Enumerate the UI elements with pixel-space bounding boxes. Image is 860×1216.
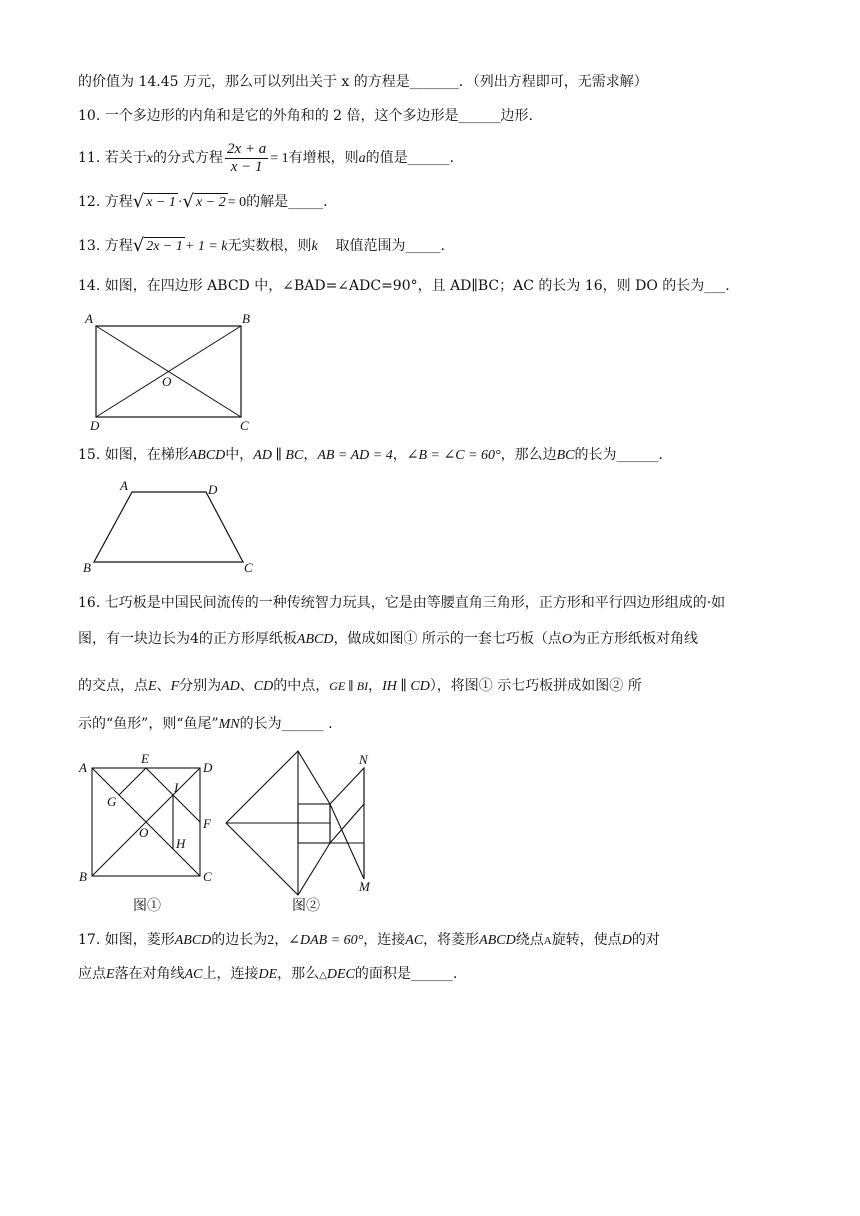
q15-text-2: ， xyxy=(303,447,318,463)
q16-fig1-segment-eg xyxy=(119,768,146,795)
q15-text-post: 的长为______. xyxy=(574,447,663,463)
q17-abcd-2: ABCD xyxy=(479,933,516,948)
q16-fig2-label-m: M xyxy=(359,879,370,894)
q16-mn: MN xyxy=(218,717,240,732)
q16-figure-1 xyxy=(76,748,226,918)
q13-text-pre: 方程 xyxy=(104,238,133,254)
q17-side-length: 2 xyxy=(267,933,275,948)
q17-de: DE xyxy=(258,967,278,982)
q16-fig1-label-f: F xyxy=(203,816,211,831)
q17-text-5: ，将菱形 xyxy=(423,932,480,948)
q14-label-d: D xyxy=(90,418,100,433)
q15-trapezoid xyxy=(94,492,243,562)
q16-text-3d: ），将图① 示七巧板拼成如图② 所 xyxy=(429,678,642,694)
q16-fig1-label-i: I xyxy=(174,780,179,795)
q16-fig1-label-d: D xyxy=(203,760,213,775)
q17-text-3: ， xyxy=(274,932,289,948)
q15-label-b: B xyxy=(83,560,91,575)
q9-line: 的价值为 14.45 万元，那么可以列出关于 x 的方程是_______．（列出方程即可，无需求解） xyxy=(78,74,648,90)
q16-line-1 xyxy=(78,593,725,613)
q12-number: 12. xyxy=(78,194,101,210)
q16-text-2b: ，做成如图① 所示的一套七巧板（点 xyxy=(333,631,562,647)
q17-line-2 xyxy=(78,964,457,986)
q15-text-1: 中， xyxy=(225,447,254,463)
q16-abcd: ABCD xyxy=(296,632,334,647)
q17-dec: DEC xyxy=(326,967,355,982)
q14-number: 14. xyxy=(78,278,101,294)
q17-text-13: 的面积是______. xyxy=(354,966,458,982)
q16-fig1-label-o: O xyxy=(139,825,149,840)
q16-number: 16. xyxy=(78,595,101,611)
q16-fig1-label-h: H xyxy=(176,836,186,851)
q17-text-12: ，那么 xyxy=(277,966,320,982)
q16-fig1-caption: 图① xyxy=(133,899,161,914)
q10 xyxy=(78,106,533,126)
q15-bc: BC xyxy=(556,448,575,463)
q14-label-b: B xyxy=(242,311,250,326)
q13-rest: + 1 = k xyxy=(184,239,228,254)
q17-number: 17. xyxy=(78,932,101,948)
q16-ge-parallel: GE ∥ BI xyxy=(329,679,369,693)
q14-label-c: C xyxy=(240,418,249,433)
q13-text-post: 取值范围为_____. xyxy=(335,238,445,254)
q15-label-d: D xyxy=(208,482,218,497)
q16-line-3 xyxy=(78,676,642,697)
q16-text-3a: 的交点，点 xyxy=(78,678,148,694)
q11-fraction xyxy=(225,141,268,176)
q17-point-d: D xyxy=(621,933,632,948)
q17-text-6: 绕点 xyxy=(515,932,544,948)
q12-radical-1: √ x − 1 xyxy=(132,191,176,212)
q13-text-mid: 无实数根，则 xyxy=(227,238,312,254)
q11-text-pre: 若关于 xyxy=(104,150,147,166)
q11-text-mid: 的分式方程 xyxy=(152,150,223,166)
q17-abcd: ABCD xyxy=(174,933,212,948)
q17-line-1 xyxy=(78,930,660,951)
q16-var-o: O xyxy=(561,632,573,647)
q16-fig1-label-e: E xyxy=(141,751,149,766)
q15-figure xyxy=(80,474,270,578)
q16-text-3c: 的中点， xyxy=(273,678,330,694)
q17-text-4: ，连接 xyxy=(363,932,406,948)
q14-text: 如图，在四边形 ABCD 中，∠BAD=∠ADC=90°，且 AD∥BC；AC 的长为 16，则 DO 的长为___. xyxy=(104,278,730,294)
q16-fig1-label-c: C xyxy=(203,869,212,884)
q11-var-x: x xyxy=(146,151,153,166)
q12-radicand-1: x − 1 xyxy=(146,195,176,210)
q12-eq: = 0 xyxy=(227,195,247,210)
q12-dot: · xyxy=(177,195,183,210)
q13-number: 13. xyxy=(78,238,101,254)
q16-text-4b: 的长为______ . xyxy=(239,716,333,732)
q17-text-7: 旋转，使点 xyxy=(551,932,622,948)
q12 xyxy=(78,190,328,215)
q12-radicand-2: x − 2 xyxy=(196,195,226,210)
q16-var-e: E xyxy=(148,679,157,694)
q13 xyxy=(78,234,445,259)
q11-rhs: = 1 xyxy=(270,151,289,166)
q17-text-1: 如图，菱形 xyxy=(104,932,175,948)
q14-label-o: O xyxy=(162,374,172,389)
q17-ac-2: AC xyxy=(184,967,203,982)
q17-text-10: 落在对角线 xyxy=(114,966,185,982)
q16-sep-3: ， xyxy=(368,678,383,694)
q15-expr-sides: AB = AD = 4 xyxy=(317,448,393,463)
q12-radical-2: √ x − 2 xyxy=(182,191,226,212)
q16-ad: AD xyxy=(221,679,240,694)
q13-var-k: k xyxy=(311,239,318,254)
q16-cd: CD xyxy=(253,679,274,694)
q16-fig1-label-g: G xyxy=(107,794,117,809)
q16-text-4a: 示的“鱼形”，则“鱼尾” xyxy=(78,716,219,732)
q17-triangle-symbol: △ xyxy=(319,970,327,981)
q16-line-4 xyxy=(78,714,333,735)
q11-denominator: x − 1 xyxy=(230,158,263,175)
q16-text-3b: 分别为 xyxy=(179,678,222,694)
q16-ih-parallel: IH ∥ CD xyxy=(382,679,430,694)
q12-text-post: 的解是_____. xyxy=(246,194,328,210)
q16-text-1: 七巧板是中国民间流传的一种传统智力玩具，它是由等腰直角三角形，正方形和平行四边形组成的·如 xyxy=(104,595,726,611)
q17-text-9: 应点 xyxy=(78,966,106,982)
q16-text-2a: 图，有一块边长为4的正方形厚纸板 xyxy=(78,631,297,647)
q13-radicand: 2x − 1 xyxy=(146,239,183,254)
q17-text-2: 的边长为 xyxy=(211,932,268,948)
q11 xyxy=(78,140,454,177)
q16-var-f: F xyxy=(170,679,180,694)
q16-line-2 xyxy=(78,629,698,650)
q16-fig1-label-a: A xyxy=(79,760,87,775)
q15-label-c: C xyxy=(244,560,253,575)
q15-number: 15. xyxy=(78,447,101,463)
q17-text-8: 的对 xyxy=(631,932,660,948)
q10-number: 10. xyxy=(78,108,101,124)
q16-fig1-label-b: B xyxy=(79,869,87,884)
q12-text-pre: 方程 xyxy=(104,194,133,210)
q11-var-a: a xyxy=(358,151,366,166)
q13-radical: √ 2x − 1 xyxy=(132,235,183,256)
q14 xyxy=(78,276,730,296)
q15-expr-parallel: AD ∥ BC xyxy=(253,448,304,463)
q11-text-post1: 有增根，则 xyxy=(288,150,359,166)
q15-abcd: ABCD xyxy=(188,448,226,463)
q15-text-pre: 如图，在梯形 xyxy=(104,447,189,463)
q10-text: 一个多边形的内角和是它的外角和的 2 倍，这个多边形是______边形. xyxy=(104,108,533,124)
q14-label-a: A xyxy=(85,311,93,326)
q16-fig2-label-n: N xyxy=(359,752,368,767)
q17-point-e: E xyxy=(106,967,115,982)
q11-text-post2: 的值是______. xyxy=(365,150,455,166)
q16-sep-2: 、 xyxy=(239,678,254,694)
q17-text-11: 上，连接 xyxy=(202,966,259,982)
q16-fig2-caption: 图② xyxy=(292,899,320,914)
q16-figure-2 xyxy=(222,748,392,918)
q17-point-a: A xyxy=(543,935,552,947)
q14-figure xyxy=(80,306,260,436)
q11-numerator: 2x + a xyxy=(226,140,267,157)
q17-angle: ∠DAB = 60° xyxy=(288,933,364,948)
q16-sep-1: 、 xyxy=(156,678,171,694)
q16-fig2-tail xyxy=(330,768,364,879)
q11-number: 11. xyxy=(78,150,101,166)
q16-text-2c: 为正方形纸板对角线 xyxy=(572,631,699,647)
q15-label-a: A xyxy=(120,478,128,493)
q17-ac: AC xyxy=(405,933,424,948)
q15 xyxy=(78,445,663,466)
q15-text-4: ，那么边 xyxy=(500,447,557,463)
q15-expr-angles: ∠B = ∠C = 60° xyxy=(406,448,501,463)
q15-text-3: ， xyxy=(392,447,407,463)
